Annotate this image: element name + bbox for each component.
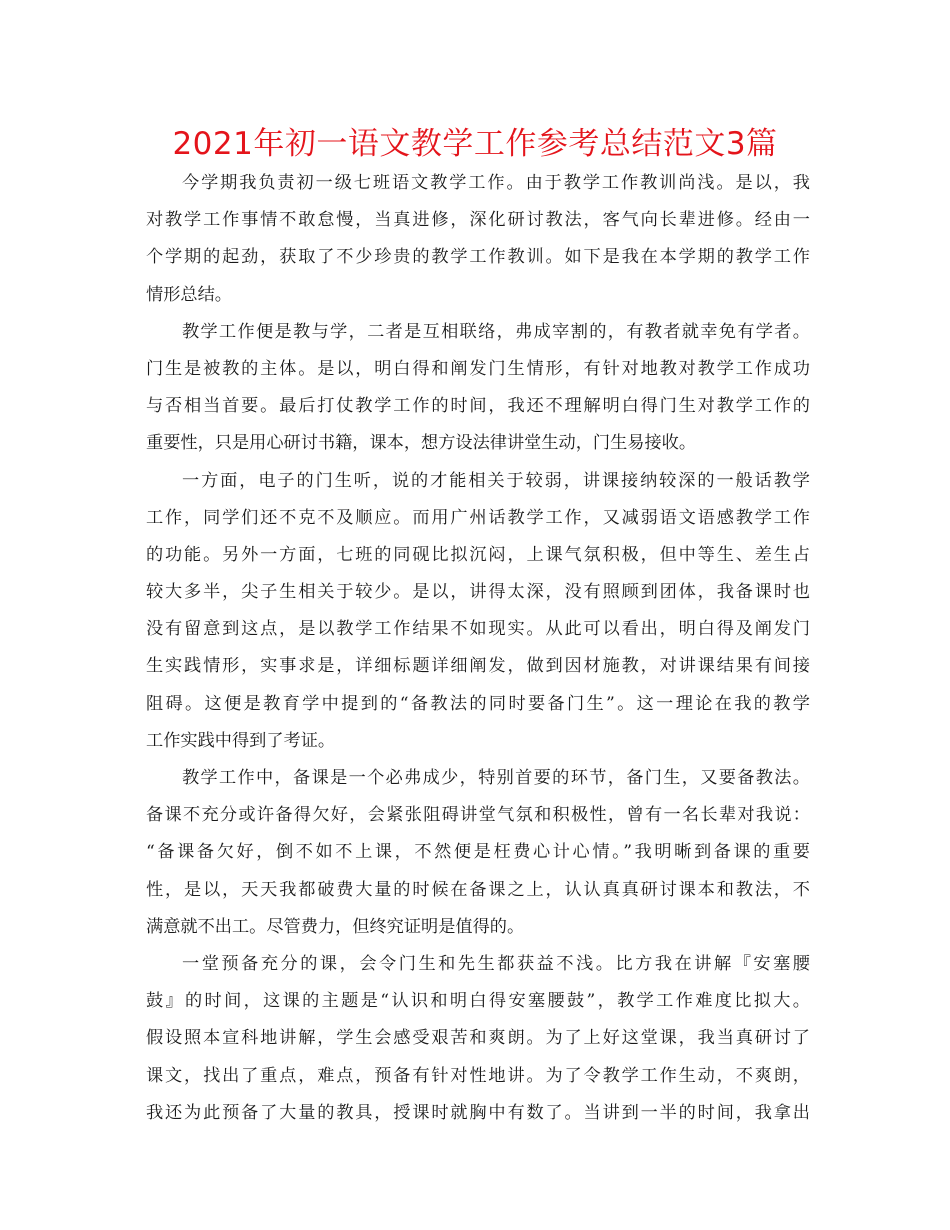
document-title: 2021年初一语文教学工作参考总结范文3篇 — [172, 126, 778, 162]
text-line: 没有留意到这点，是以教学工作结果不如现实。从此可以看出，明白得及阐发门 — [146, 619, 810, 640]
text-line: 对教学工作事情不敢怠慢，当真进修，深化研讨教法，客气向长辈进修。经由一 — [146, 210, 810, 231]
text-line: 教学工作中，备课是一个必弗成少，特别首要的环节，备门生，又要备教法。 — [182, 768, 810, 788]
text-line: 教学工作便是教与学，二者是互相联络，弗成宰割的，有教者就幸免有学者。 — [182, 321, 810, 342]
text-line: 我还为此预备了大量的教具，授课时就胸中有数了。当讲到一半的时间，我拿出 — [146, 1102, 810, 1123]
text-line: 门生是被教的主体。是以，明白得和阐发门生情形，有针对地教对教学工作成功 — [146, 358, 810, 379]
text-line: 工作，同学们还不克不及顺应。而用广州话教学工作，又减弱语文语感教学工作 — [146, 507, 810, 528]
text-line: 情形总结。 — [146, 284, 232, 305]
text-line: 工作实践中得到了考证。 — [146, 730, 336, 751]
text-line: 重要性，只是用心研讨书籍，课本，想方设法律讲堂生动，门生易接收。 — [146, 433, 697, 454]
text-line: 与否相当首要。最后打仗教学工作的时间，我还不理解明白得门生对教学工作的 — [146, 396, 810, 417]
text-line: 一堂预备充分的课，会令门生和先生都获益不浅。比方我在讲解『安塞腰 — [182, 953, 810, 974]
text-line: 性，是以，天天我都破费大量的时候在备课之上，认认真真研讨课本和教法，不 — [146, 879, 810, 900]
text-line: 满意就不出工。尽管费力，但终究证明是值得的。 — [146, 916, 525, 937]
text-line: 阻碍。这便是教育学中提到的“备教法的同时要备门生”。这一理论在我的教学 — [146, 693, 810, 714]
text-line: 假设照本宣科地讲解，学生会感受艰苦和爽朗。为了上好这堂课，我当真研讨了 — [146, 1028, 810, 1049]
text-line: 个学期的起劲，获取了不少珍贵的教学工作教训。如下是我在本学期的教学工作 — [146, 247, 810, 268]
document-body — [146, 165, 810, 1132]
text-line: 较大多半，尖子生相关于较少。是以，讲得太深，没有照顾到团体，我备课时也 — [146, 582, 810, 603]
text-line: “备课备欠好，倒不如不上课，不然便是枉费心计心情。”我明晰到备课的重要 — [146, 842, 810, 863]
text-line: 今学期我负责初一级七班语文教学工作。由于教学工作教训尚浅。是以，我 — [182, 173, 810, 193]
text-line: 的功能。另外一方面，七班的同砚比拟沉闷，上课气氛积极，但中等生、差生占 — [146, 544, 810, 565]
text-line: 生实践情形，实事求是，详细标题详细阐发，做到因材施教，对讲课结果有间接 — [146, 656, 810, 677]
text-line: 一方面，电子的门生听，说的才能相关于较弱，讲课接纳较深的一般话教学 — [182, 470, 810, 491]
text-line: 课文，找出了重点，难点，预备有针对性地讲。为了令教学工作生动，不爽朗， — [146, 1065, 810, 1086]
text-line: 鼓』的时间，这课的主题是“认识和明白得安塞腰鼓”，教学工作难度比拟大。 — [146, 991, 810, 1012]
text-line: 备课不充分或许备得欠好，会紧张阻碍讲堂气氛和积极性，曾有一名长辈对我说： — [146, 805, 810, 826]
